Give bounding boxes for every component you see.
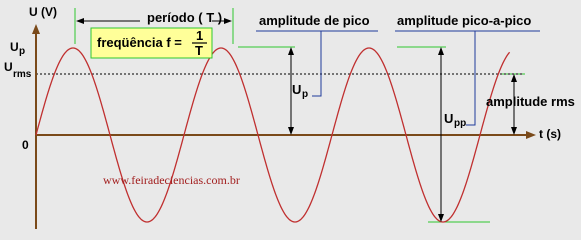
- up-arrow-label-sub: p: [302, 89, 309, 100]
- x-axis-arrowhead: [526, 131, 536, 139]
- origin-label: 0: [22, 138, 29, 152]
- pp-callout-leader: [466, 31, 475, 125]
- site-watermark: www.feiradeciencias.com.br: [103, 173, 240, 187]
- up-arrow-top-head: [288, 47, 294, 55]
- period-arrow-right-head: [224, 18, 232, 24]
- upp-arrow-top-head: [438, 47, 444, 55]
- frequency-denominator: T: [195, 43, 203, 58]
- peak-callout-leader: [312, 31, 321, 96]
- upp-arrow-label: U: [444, 111, 454, 126]
- frequency-label: freqüência f =: [97, 35, 182, 50]
- x-axis-label: t (s): [539, 127, 561, 141]
- period-arrow-left-head: [76, 18, 84, 24]
- up-tick-label: U: [10, 40, 19, 54]
- up-tick-label-sub: p: [19, 46, 26, 57]
- urms-tick-label-sub: rms: [13, 69, 32, 80]
- up-arrow-label: U: [292, 82, 302, 97]
- pp-amplitude-title: amplitude pico-a-pico: [397, 13, 532, 28]
- rms-arrow-bottom-head: [511, 127, 517, 135]
- frequency-numerator: 1: [196, 28, 204, 43]
- upp-arrow-label-sub: pp: [454, 118, 467, 129]
- peak-amplitude-title: amplitude de pico: [259, 13, 370, 28]
- up-arrow-bottom-head: [288, 127, 294, 135]
- y-axis-label: U (V): [29, 5, 57, 19]
- urms-tick-label: U: [4, 60, 13, 74]
- y-axis-arrowhead: [32, 24, 40, 34]
- rms-amplitude-label: amplitude rms: [486, 94, 575, 109]
- period-label: período ( T ): [147, 10, 223, 25]
- rms-arrow-top-head: [511, 74, 517, 82]
